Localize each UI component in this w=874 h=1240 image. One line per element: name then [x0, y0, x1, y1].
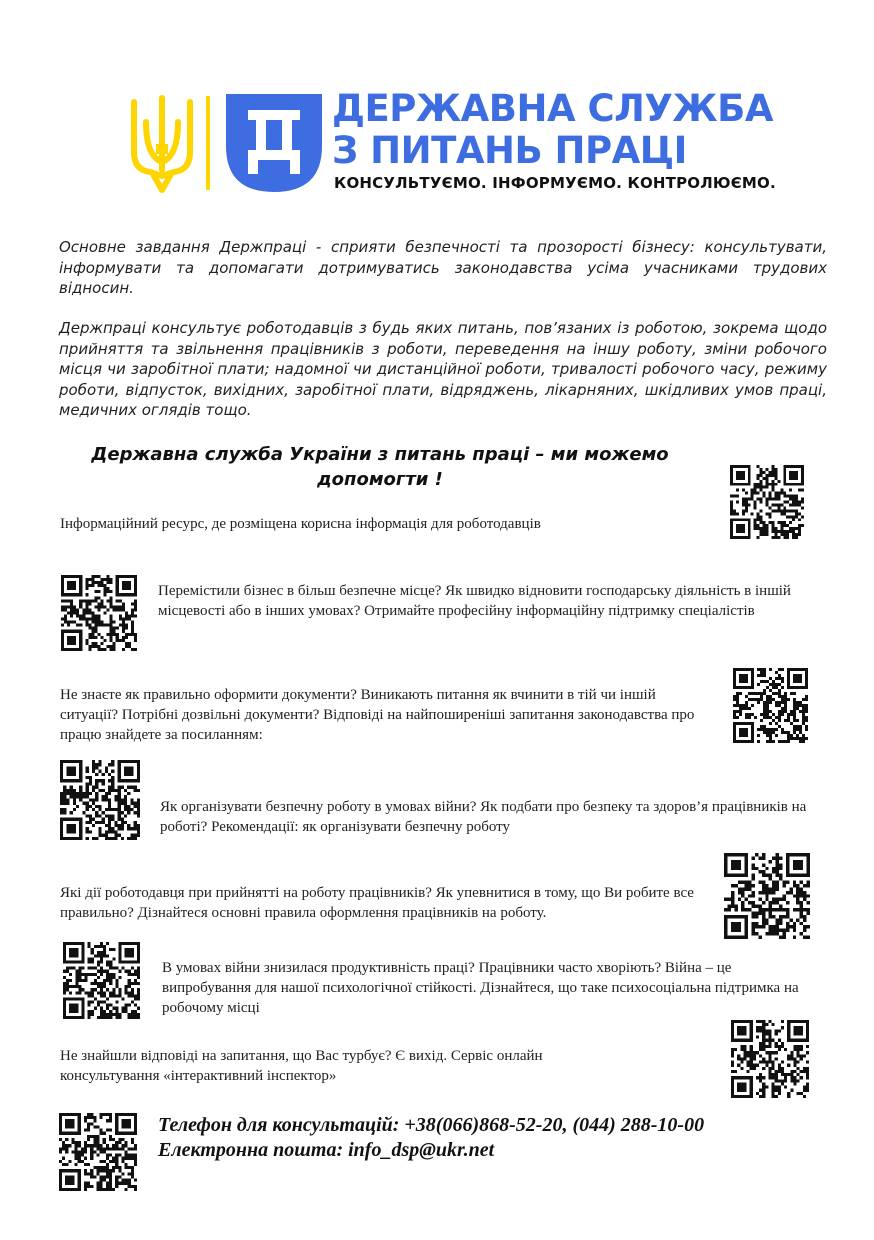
resource-caption: Інформаційний ресурс, де розміщена корисна інформація для роботодавців [60, 516, 541, 532]
qr-code-icon[interactable] [63, 942, 140, 1019]
qr-code-icon[interactable] [59, 1113, 137, 1191]
qr-code-icon[interactable] [731, 1020, 809, 1098]
intro-paragraph-2: Держпраці консультує роботодавців з будь яких питань, пов’язаних із роботою, зокрема щодо прийняття та звільнення працівників з роботи, переведення на іншу роботу, зміни робочого місця чи заробітної плати; надомної чи дистанційної роботи, тривалості робочого часу, режиму роботи, відпусток, вихідних, заробітної плати, відряджень, лікарняних, шкідливих умов праці, медичних оглядів тощо. [59, 319, 827, 419]
contact-phone: Телефон для консультацій: +38(066)868-52-20, (044) 288-10-00 [158, 1114, 705, 1136]
info-block-hiring: Які дії роботодавця при прийнятті на роботу працівників? Як упевнитися в тому, що Ви робите все правильно? Дізнайтеся основні правила оформлення працівників на роботу. [60, 885, 694, 921]
header-divider [206, 96, 210, 190]
qr-code-icon[interactable] [724, 853, 810, 939]
org-title-line2: З ПИТАНЬ ПРАЦІ [332, 129, 687, 172]
qr-code-icon[interactable] [733, 668, 808, 743]
shield-logo-icon [226, 94, 322, 192]
qr-code-icon[interactable] [730, 465, 804, 539]
qr-code-icon[interactable] [61, 575, 137, 651]
headline: Державна служба України з питань праці – ми можемо допомогти ! [91, 444, 669, 490]
contact-email: Електронна пошта: info_dsp@ukr.net [158, 1139, 495, 1161]
info-block-psychosocial: В умовах війни знизилася продуктивність праці? Працівники часто хворіють? Війна – це випробування для нашої психологічної стійкості. Дізнайтеся, що таке психосоціальна підтримка на робочому місці [162, 960, 799, 1016]
intro-paragraph-1: Основне завдання Держпраці - сприяти безпечності та прозорості бізнесу: консультувати, інформувати та допомагати дотримуватись законодавства усіма учасниками трудових відносин. [59, 238, 827, 297]
org-title [332, 87, 773, 172]
info-block-online-inspector: Не знайшли відповіді на запитання, що Вас турбує? Є вихід. Сервіс онлайн консультування «інтерактивний інспектор» [60, 1048, 543, 1084]
org-title-line1: ДЕРЖАВНА СЛУЖБА [332, 87, 773, 130]
org-slogan: КОНСУЛЬТУЄМО. ІНФОРМУЄМО. КОНТРОЛЮЄМО. [334, 174, 776, 192]
info-block-safety: Як організувати безпечну роботу в умовах війни? Як подбати про безпеку та здоров’я працівників на роботі? Рекомендації: як організувати безпечну роботу [160, 799, 807, 835]
trident-emblem-icon [126, 92, 198, 194]
info-block-relocation: Перемістили бізнес в більш безпечне місце? Як швидко відновити господарську діяльність в іншій місцевості або в інших умовах? Отримайте професійну інформаційну підтримку спеціалістів [158, 583, 791, 619]
info-block-documents: Не знаєте як правильно оформити документи? Виникають питання як вчинити в тій чи іншій ситуації? Потрібні дозвільні документи? Відповіді на найпоширеніші запитання законодавства про працю знайдете за посиланням: [60, 687, 695, 743]
qr-code-icon[interactable] [60, 760, 140, 840]
